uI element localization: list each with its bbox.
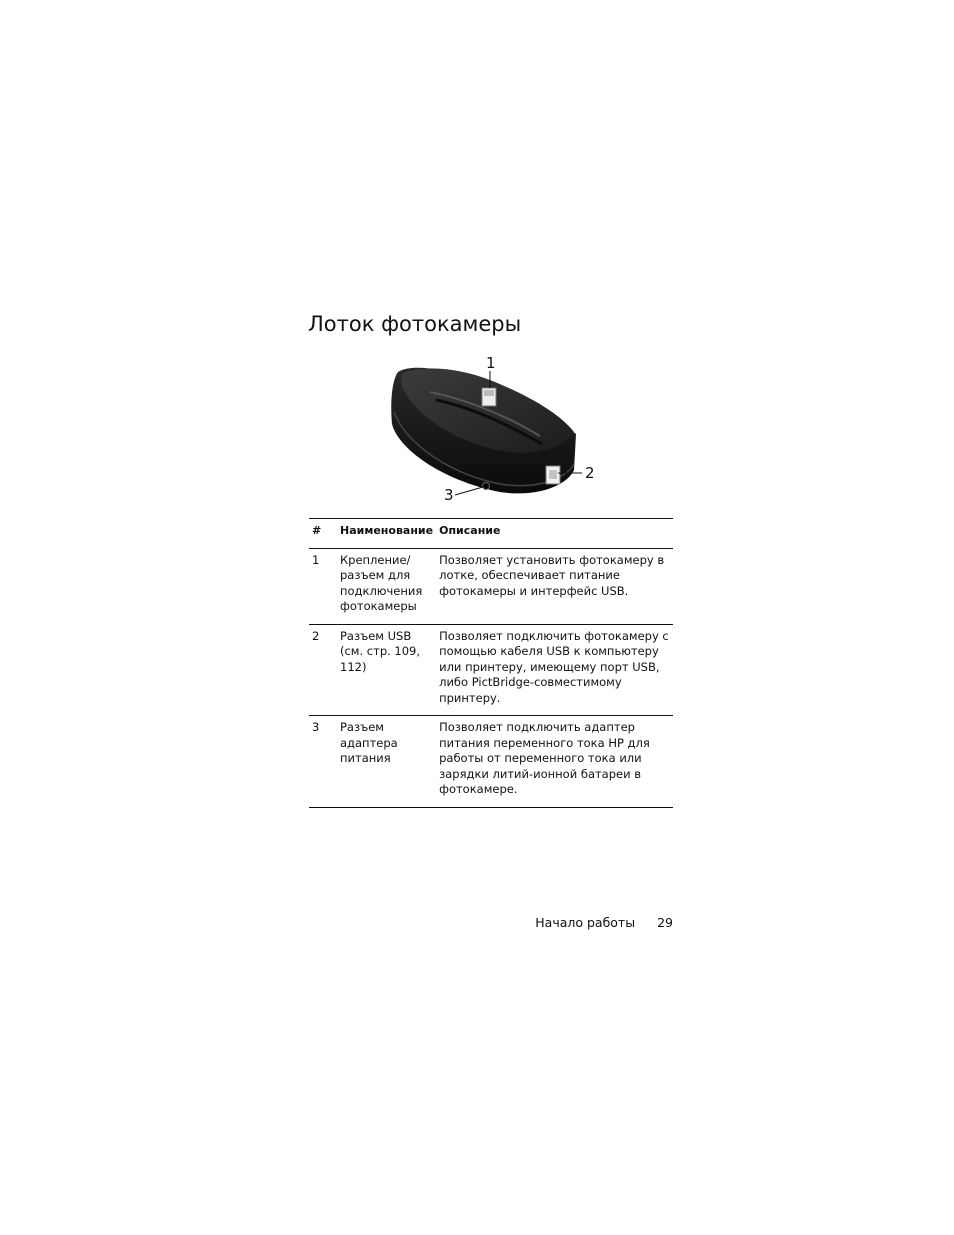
row-num: 1	[309, 548, 337, 624]
table-row	[309, 716, 673, 808]
row-description: Позволяет подключить адаптер питания переменного тока HP для работы от переменного тока или зарядки литий-ионной батареи в фотокамере.	[436, 716, 673, 808]
footer-section: Начало работы	[535, 915, 636, 930]
row-num: 3	[309, 716, 337, 808]
row-name: Разъем адаптера питания	[337, 716, 436, 808]
header-num: #	[309, 519, 337, 549]
callout-3: 3	[444, 486, 454, 504]
row-description: Позволяет подключить фотокамеру с помощью кабеля USB к компьютеру или принтеру, имеющему порт USB, либо PictBridge-совместимому принтеру.	[436, 624, 673, 716]
row-name: Разъем USB (см. стр. 109, 112)	[337, 624, 436, 716]
callout-1: 1	[486, 354, 496, 372]
table-row	[309, 548, 673, 624]
table-header-row	[309, 519, 673, 549]
header-description: Описание	[436, 519, 673, 549]
page-title: Лоток фотокамеры	[308, 312, 522, 336]
header-name: Наименование	[337, 519, 436, 549]
row-name: Крепление/ разъем для подключения фотокамеры	[337, 548, 436, 624]
row-description: Позволяет установить фотокамеру в лотке, обеспечивает питание фотокамеры и интерфейс USB.	[436, 548, 673, 624]
camera-connector-icon	[482, 388, 496, 406]
camera-dock-illustration	[380, 352, 610, 512]
usb-port-icon	[546, 466, 560, 484]
table-row	[309, 624, 673, 716]
callout-2: 2	[585, 464, 595, 482]
page-footer	[535, 914, 673, 932]
page-number: 29	[657, 915, 673, 930]
row-num: 2	[309, 624, 337, 716]
power-jack-icon	[483, 483, 490, 490]
parts-table	[309, 518, 673, 808]
